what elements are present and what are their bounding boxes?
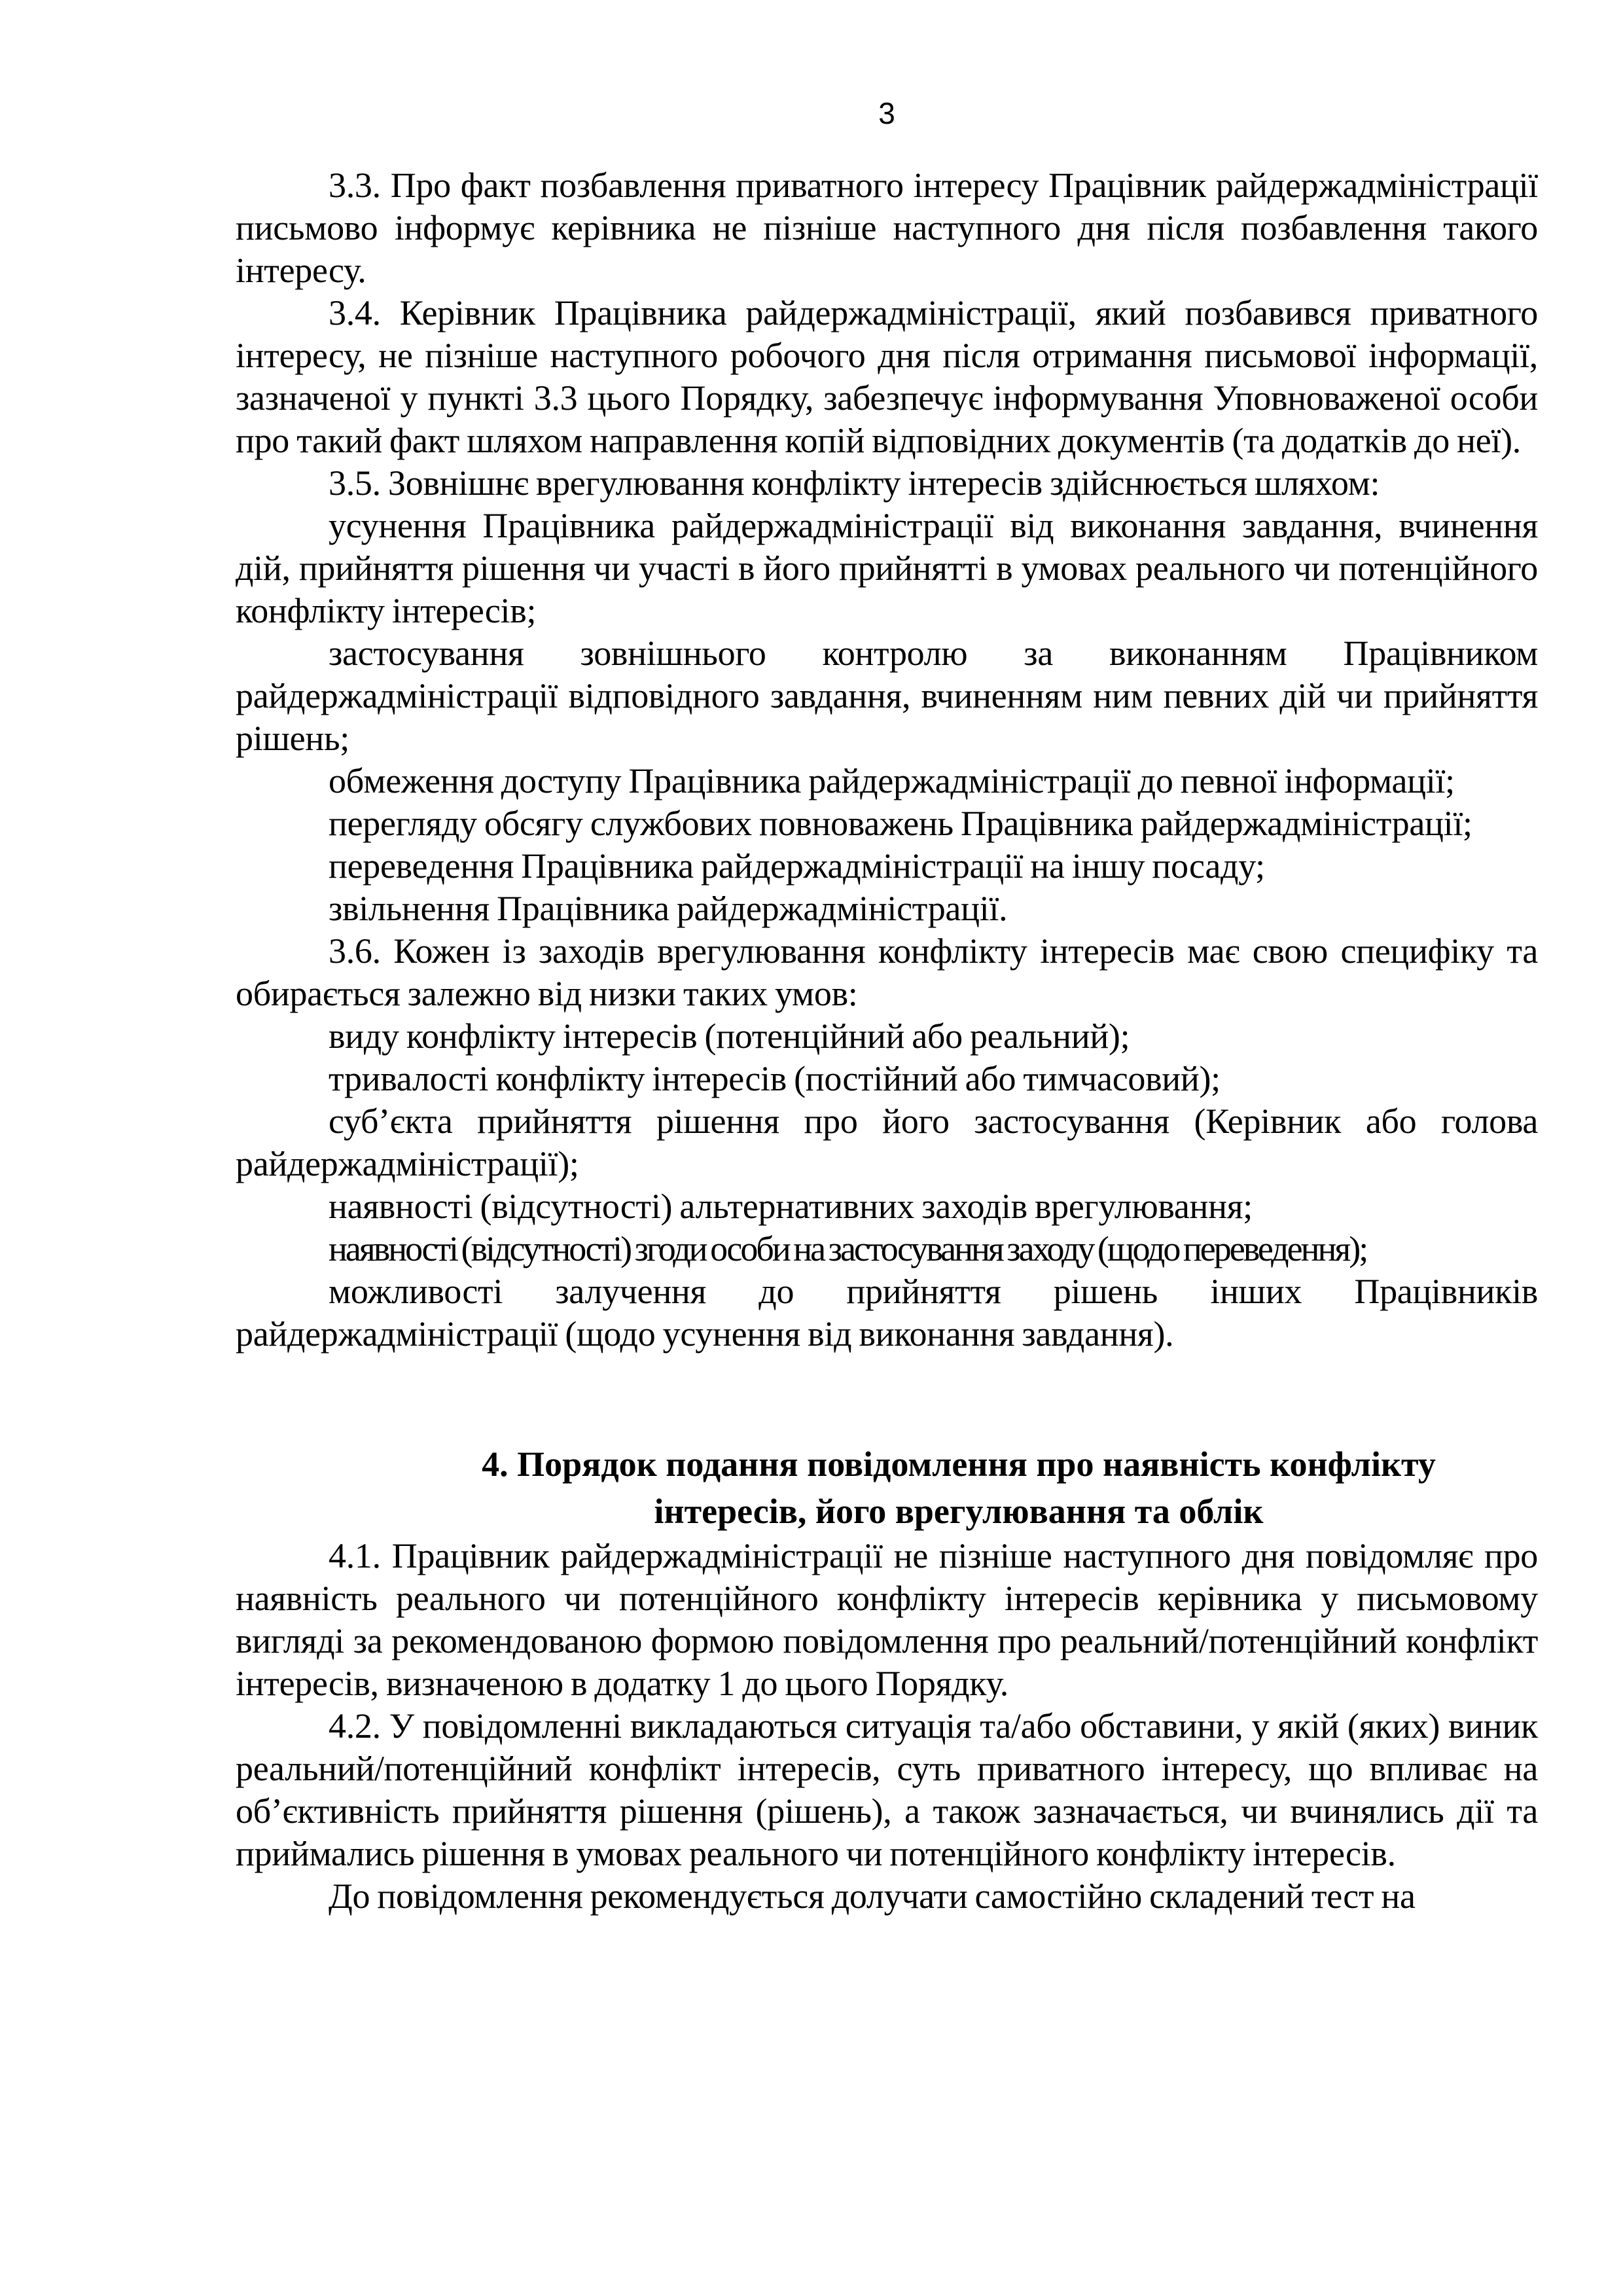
measure-item-powers-review: перегляду обсягу службових повноважень Працівника райдержадміністрації; <box>329 804 1472 843</box>
clause-4-1: 4.1. Працівник райдержадміністрації не пізніше наступного дня повідомляє про наявність реального чи потенційного конфлікту інтересів керівника у письмовому вигляді за рекомендованою формою повідомлення про реальний/потенційний конфлікт інтересів, визначеною в додатку 1 до цього Порядку. <box>236 1536 1538 1703</box>
clause-3-6: 3.6. Кожен із заходів врегулювання конфлікту інтересів має свою специфіку та обирається залежно від низки таких умов: <box>236 931 1538 1013</box>
measure-item-transfer: переведення Працівника райдержадміністрації на іншу посаду; <box>329 846 1265 886</box>
document-body <box>236 164 1538 1355</box>
text-block <box>236 95 1538 1918</box>
condition-item-decision-subject: суб’єкта прийняття рішення про його застосування (Керівник або голова райдержадміністрації); <box>236 1102 1538 1183</box>
condition-item-duration: тривалості конфлікту інтересів (постійний або тимчасовий); <box>329 1059 1221 1098</box>
condition-item-conflict-type: виду конфлікту інтересів (потенційний або реальний); <box>329 1016 1130 1056</box>
measure-item-access-restriction: обмеження доступу Працівника райдержадміністрації до певної інформації; <box>329 761 1455 800</box>
section-4-heading-line-1: 4. Порядок подання повідомлення про наявність конфлікту <box>482 1444 1436 1484</box>
clause-4-2: 4.2. У повідомленні викладаються ситуація та/або обставини, у якій (яких) виник реальний/потенційний конфлікт інтересів, суть приватного інтересу, що впливає на об’єктивність прийняття рішення (рішень), а також зазначається, чи вчинялись дії та приймались рішення в умовах реального чи потенційного конфлікту інтересів. <box>236 1706 1538 1873</box>
measure-item-removal: усунення Працівника райдержадміністрації від виконання завдання, вчинення дій, прийняття рішення чи участі в його прийнятті в умовах реального чи потенційного конфлікту інтересів; <box>236 506 1538 630</box>
condition-item-consent: наявності (відсутності) згоди особи на застосування заходу (щодо переведення); <box>329 1229 1367 1268</box>
measure-item-dismissal: звільнення Працівника райдержадміністрації. <box>329 889 1008 928</box>
measure-item-external-control: застосування зовнішнього контролю за виконанням Працівником райдержадміністрації відповідного завдання, вчиненням ним певних дій чи прийняття рішень; <box>236 634 1538 758</box>
document-body-section-4 <box>236 1535 1538 1918</box>
condition-item-alternatives: наявності (відсутності) альтернативних заходів врегулювання; <box>329 1187 1253 1226</box>
page-number: 3 <box>878 96 895 130</box>
section-4-heading-line-2: інтересів, його врегулювання та облік <box>654 1492 1264 1531</box>
clause-3-5: 3.5. Зовнішнє врегулювання конфлікту інтересів здійснюється шляхом: <box>329 463 1380 503</box>
condition-item-other-employees: можливості залучення до прийняття рішень інших Працівників райдержадміністрації (щодо усунення від виконання завдання). <box>236 1272 1538 1354</box>
clause-3-4: 3.4. Керівник Працівника райдержадміністрації, який позбавився приватного інтересу, не пізніше наступного робочого дня після отримання письмової інформації, зазначеної у пункті 3.3 цього Порядку, забезпечує інформування Уповноваженої особи про такий факт шляхом направлення копій відповідних документів (та додатків до неї). <box>236 293 1538 460</box>
clause-3-3: 3.3. Про факт позбавлення приватного інтересу Працівник райдержадміністрації письмово інформує керівника не пізніше наступного дня після позбавлення такого інтересу. <box>236 166 1538 290</box>
section-4-heading <box>236 1441 1538 1535</box>
closing-paragraph: До повідомлення рекомендується долучати самостійно складений тест на <box>329 1876 1416 1916</box>
